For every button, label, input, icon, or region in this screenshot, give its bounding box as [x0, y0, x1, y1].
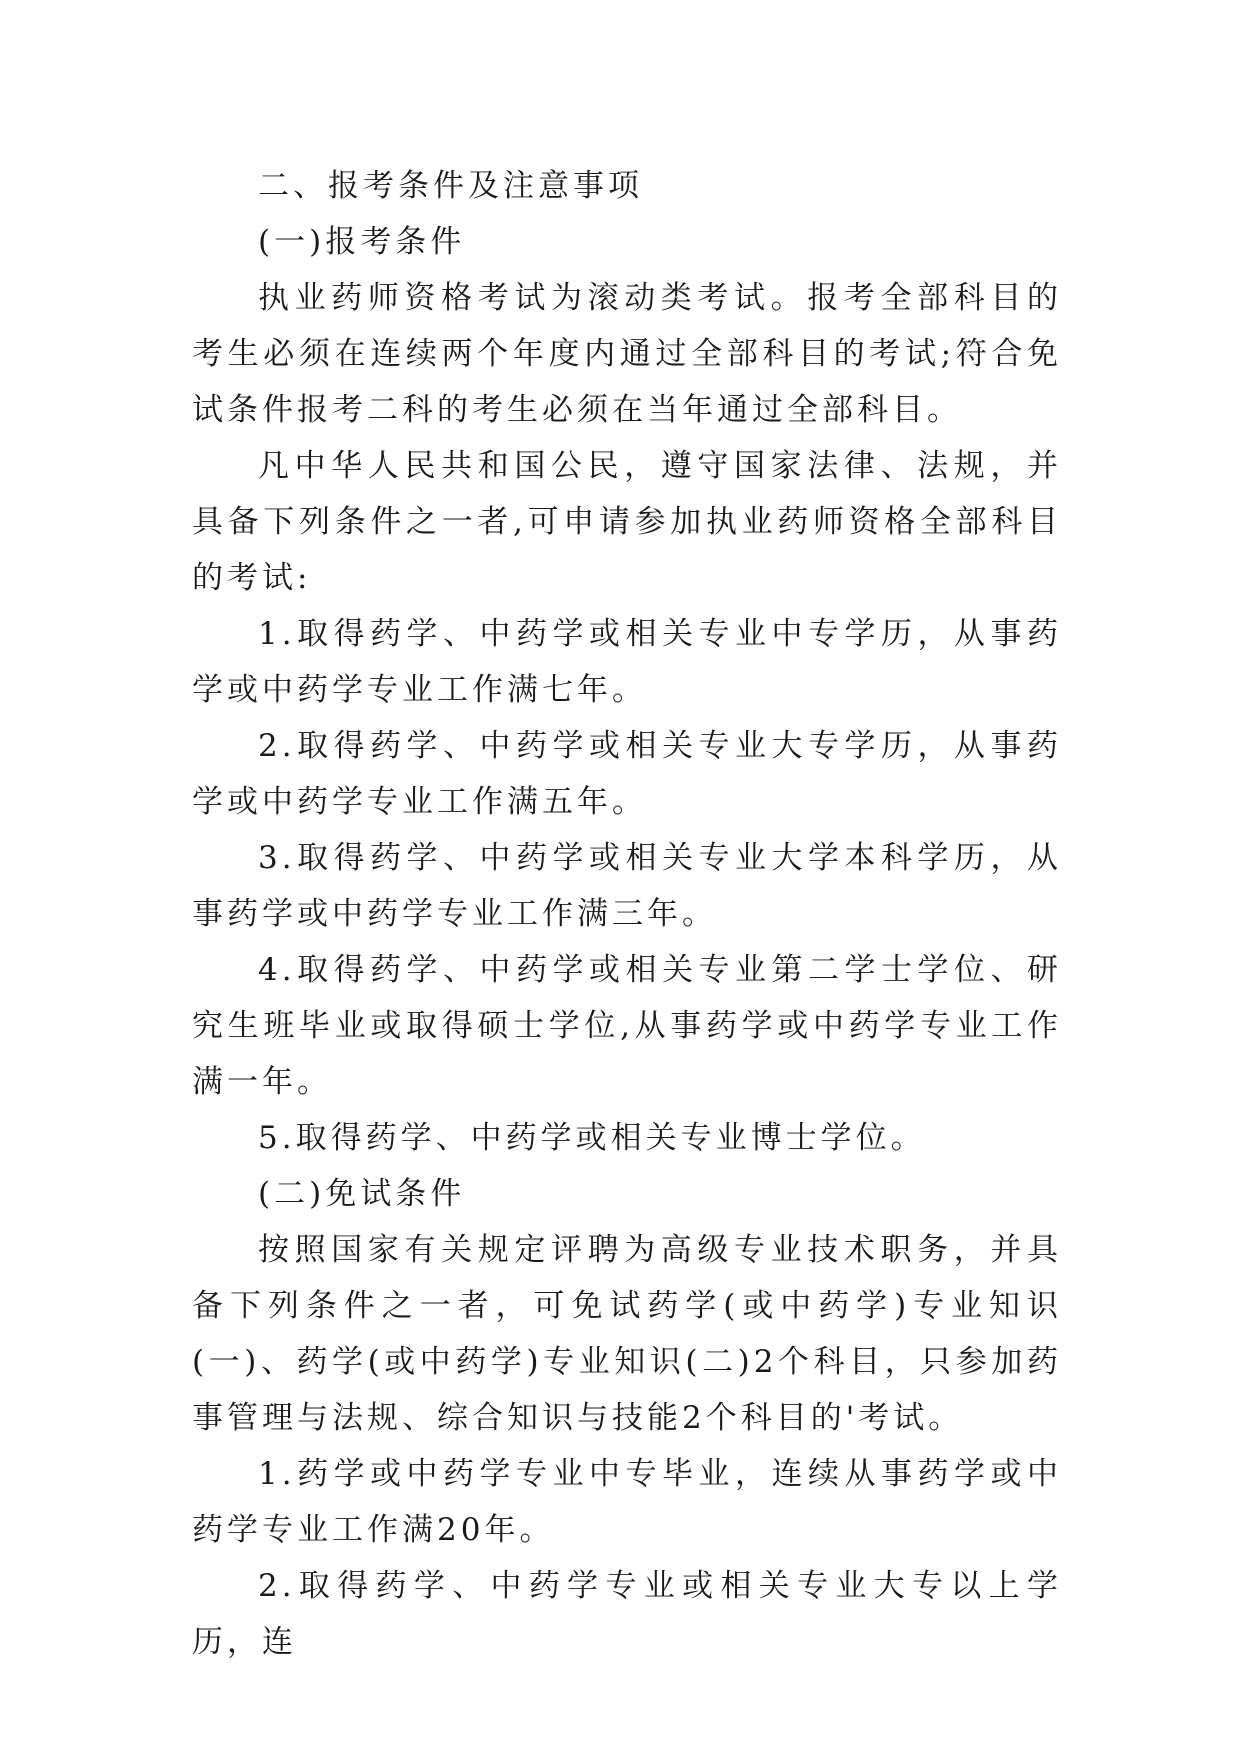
subsection-heading-exemption: (二)免试条件	[258, 1176, 466, 1212]
list-item-condition-5: 5.取得药学、中药学或相关专业博士学位。	[258, 1120, 926, 1156]
list-item-condition-2: 2.取得药学、中药学或相关专业大专学历，从事药学或中药学专业工作满五年。	[192, 728, 1062, 820]
list-item-exemption-2: 2.取得药学、中药学专业或相关专业大专以上学历，连	[192, 1568, 1062, 1660]
list-item-condition-4: 4.取得药学、中药学或相关专业第二学士学位、研究生班毕业或取得硕士学位,从事药学或中药学专业工作满一年。	[192, 952, 1062, 1100]
subsection-heading-exam-conditions: (一)报考条件	[258, 224, 466, 260]
paragraph-rolling-exam: 执业药师资格考试为滚动类考试。报考全部科目的考生必须在连续两个年度内通过全部科目的考试;符合免试条件报考二科的考生必须在当年通过全部科目。	[192, 280, 1062, 428]
list-item-condition-1: 1.取得药学、中药学或相关专业中专学历，从事药学或中药学专业工作满七年。	[192, 616, 1062, 708]
paragraph-eligibility: 凡中华人民共和国公民，遵守国家法律、法规，并具备下列条件之一者,可申请参加执业药师资格全部科目的考试:	[192, 448, 1062, 596]
section-heading: 二、报考条件及注意事项	[258, 168, 643, 204]
list-item-exemption-1: 1.药学或中药学专业中专毕业，连续从事药学或中药学专业工作满20年。	[192, 1456, 1062, 1548]
document-body	[192, 158, 1062, 1670]
paragraph-exemption: 按照国家有关规定评聘为高级专业技术职务，并具备下列条件之一者，可免试药学(或中药学)专业知识(一)、药学(或中药学)专业知识(二)2个科目，只参加药事管理与法规、综合知识与技能2个科目的'考试。	[192, 1232, 1062, 1436]
list-item-condition-3: 3.取得药学、中药学或相关专业大学本科学历，从事药学或中药学专业工作满三年。	[192, 840, 1062, 932]
